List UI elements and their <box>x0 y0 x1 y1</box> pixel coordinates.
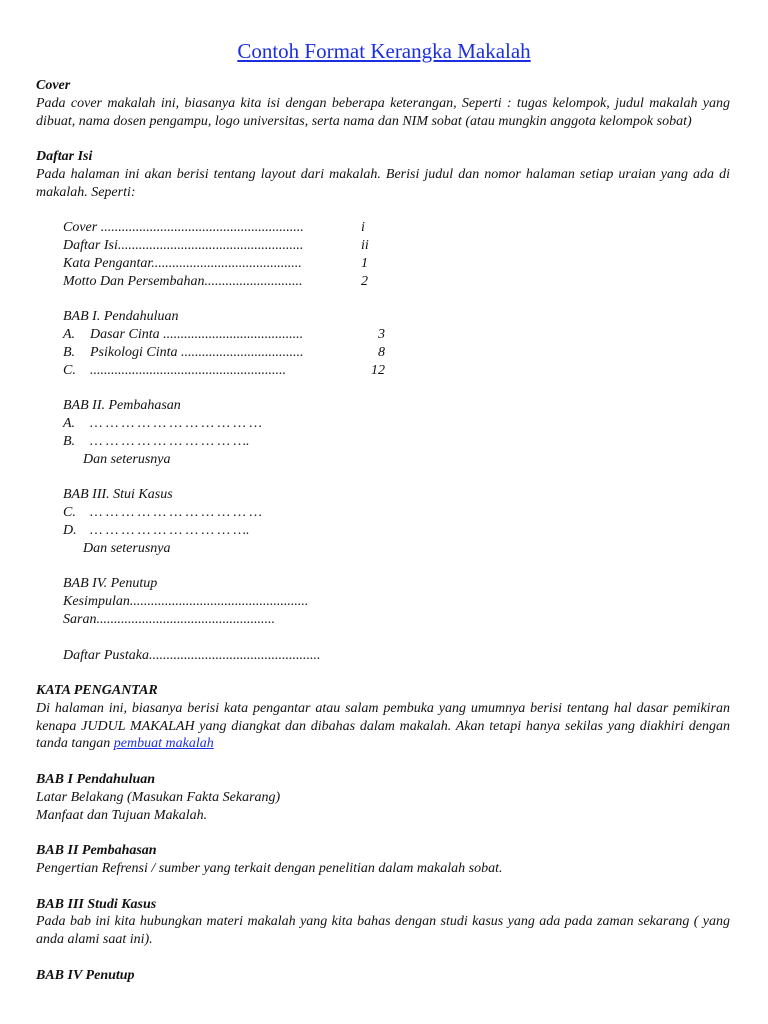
toc-marker: C. <box>63 362 76 378</box>
toc-label: Motto Dan Persembahan............................ <box>63 273 303 289</box>
toc-row <box>63 344 730 362</box>
daftar-isi-text: Pada halaman ini akan berisi tentang layout dari makalah. Berisi judul dan nomor halaman setiap uraian yang ada di makalah. Seperti: <box>36 166 730 200</box>
toc-label: ........................................................ <box>90 362 286 378</box>
toc-bab1-title: BAB I. Pendahuluan <box>63 309 179 325</box>
toc-label: Kata Pengantar........................................... <box>63 255 302 271</box>
toc-row <box>63 504 730 522</box>
toc-marker: A. <box>63 416 76 432</box>
toc-row <box>63 273 730 291</box>
toc-label: Psikologi Cinta ................................... <box>90 344 304 360</box>
toc-label: … … … … … … … … … … … <box>90 505 262 521</box>
toc-row <box>63 362 730 380</box>
pembuat-makalah-link[interactable]: pembuat makalah <box>113 736 214 752</box>
toc-line: Kesimpulan................................................... <box>63 594 309 610</box>
bab-iii-text: Pada bab ini kita hubungkan materi makalah yang kita bahas dengan studi kasus yang ada pada zaman sekarang ( yang anda alami saat ini). <box>36 914 730 948</box>
kata-pengantar-text <box>36 700 730 753</box>
toc-bab3-title: BAB III. Stui Kasus <box>63 487 173 503</box>
document-body <box>36 77 730 985</box>
toc-row <box>63 219 730 237</box>
daftar-isi-heading: Daftar Isi <box>36 149 93 165</box>
toc-line: Saran................................................... <box>63 611 275 627</box>
toc-page: 8 <box>378 344 385 360</box>
toc-marker: B. <box>63 433 76 449</box>
toc-page: ii <box>361 238 369 254</box>
bab-iv-heading: BAB IV Penutup <box>36 967 135 983</box>
bab-ii-heading: BAB II Pembahasan <box>36 843 157 859</box>
document-title: Contoh Format Kerangka Makalah <box>237 39 531 63</box>
toc-label: … … … … … … … … … …. <box>90 522 250 538</box>
toc-row <box>63 415 730 433</box>
bab-iii-heading: BAB III Studi Kasus <box>36 896 157 912</box>
kata-pengantar-heading: KATA PENGANTAR <box>36 683 158 699</box>
toc-label: Cover .......................................................... <box>63 220 304 236</box>
bab-i-line: Manfaat dan Tujuan Makalah. <box>36 807 208 823</box>
toc-pustaka: Daftar Pustaka................................................. <box>63 647 321 663</box>
toc-marker: C. <box>63 505 76 521</box>
cover-text: Pada cover makalah ini, biasanya kita isi dengan beberapa keterangan, Seperti : tugas kelompok, judul makalah yang dibuat, nama dosen pengampu, logo universitas, serta nama dan NIM sobat (atau mungkin anggota kelompok sobat) <box>36 95 730 129</box>
toc-row <box>63 255 730 273</box>
bab-i-line: Latar Belakang (Masukan Fakta Sekarang) <box>36 789 281 805</box>
toc-label: … … … … … … … … … …. <box>90 433 250 449</box>
toc-row <box>63 522 730 540</box>
toc-row <box>63 433 730 451</box>
toc-more: Dan seterusnya <box>83 540 171 556</box>
toc-label: Daftar Isi..................................................... <box>63 238 304 254</box>
toc-page: i <box>361 220 365 236</box>
bab-ii-line: Pengertian Refrensi / sumber yang terkait dengan penelitian dalam makalah sobat. <box>36 861 503 877</box>
toc-marker: D. <box>63 522 77 538</box>
bab-i-heading: BAB I Pendahuluan <box>36 772 156 788</box>
toc-page: 3 <box>378 327 385 343</box>
table-of-contents <box>63 219 730 664</box>
cover-heading: Cover <box>36 78 71 93</box>
toc-marker: A. <box>63 327 76 343</box>
toc-bab2-title: BAB II. Pembahasan <box>63 398 181 414</box>
toc-bab4-title: BAB IV. Penutup <box>63 576 158 592</box>
toc-more: Dan seterusnya <box>83 451 171 467</box>
toc-marker: B. <box>63 344 76 360</box>
toc-page: 1 <box>361 255 368 271</box>
toc-label: Dasar Cinta ........................................ <box>90 327 304 343</box>
toc-page: 2 <box>361 273 368 289</box>
toc-page: 12 <box>371 362 385 378</box>
toc-label: … … … … … … … … … … … <box>90 416 262 432</box>
toc-row <box>63 237 730 255</box>
toc-row <box>63 326 730 344</box>
kata-pengantar-body: Di halaman ini, biasanya berisi kata pengantar atau salam pembuka yang umumnya berisi tentang hal dasar pemikiran kenapa JUDUL MAKALAH yang diangkat dan dibahas dalam makalah. Akan tetapi hanya sekilas yang diakhiri dengan tanda tangan <box>36 700 730 752</box>
